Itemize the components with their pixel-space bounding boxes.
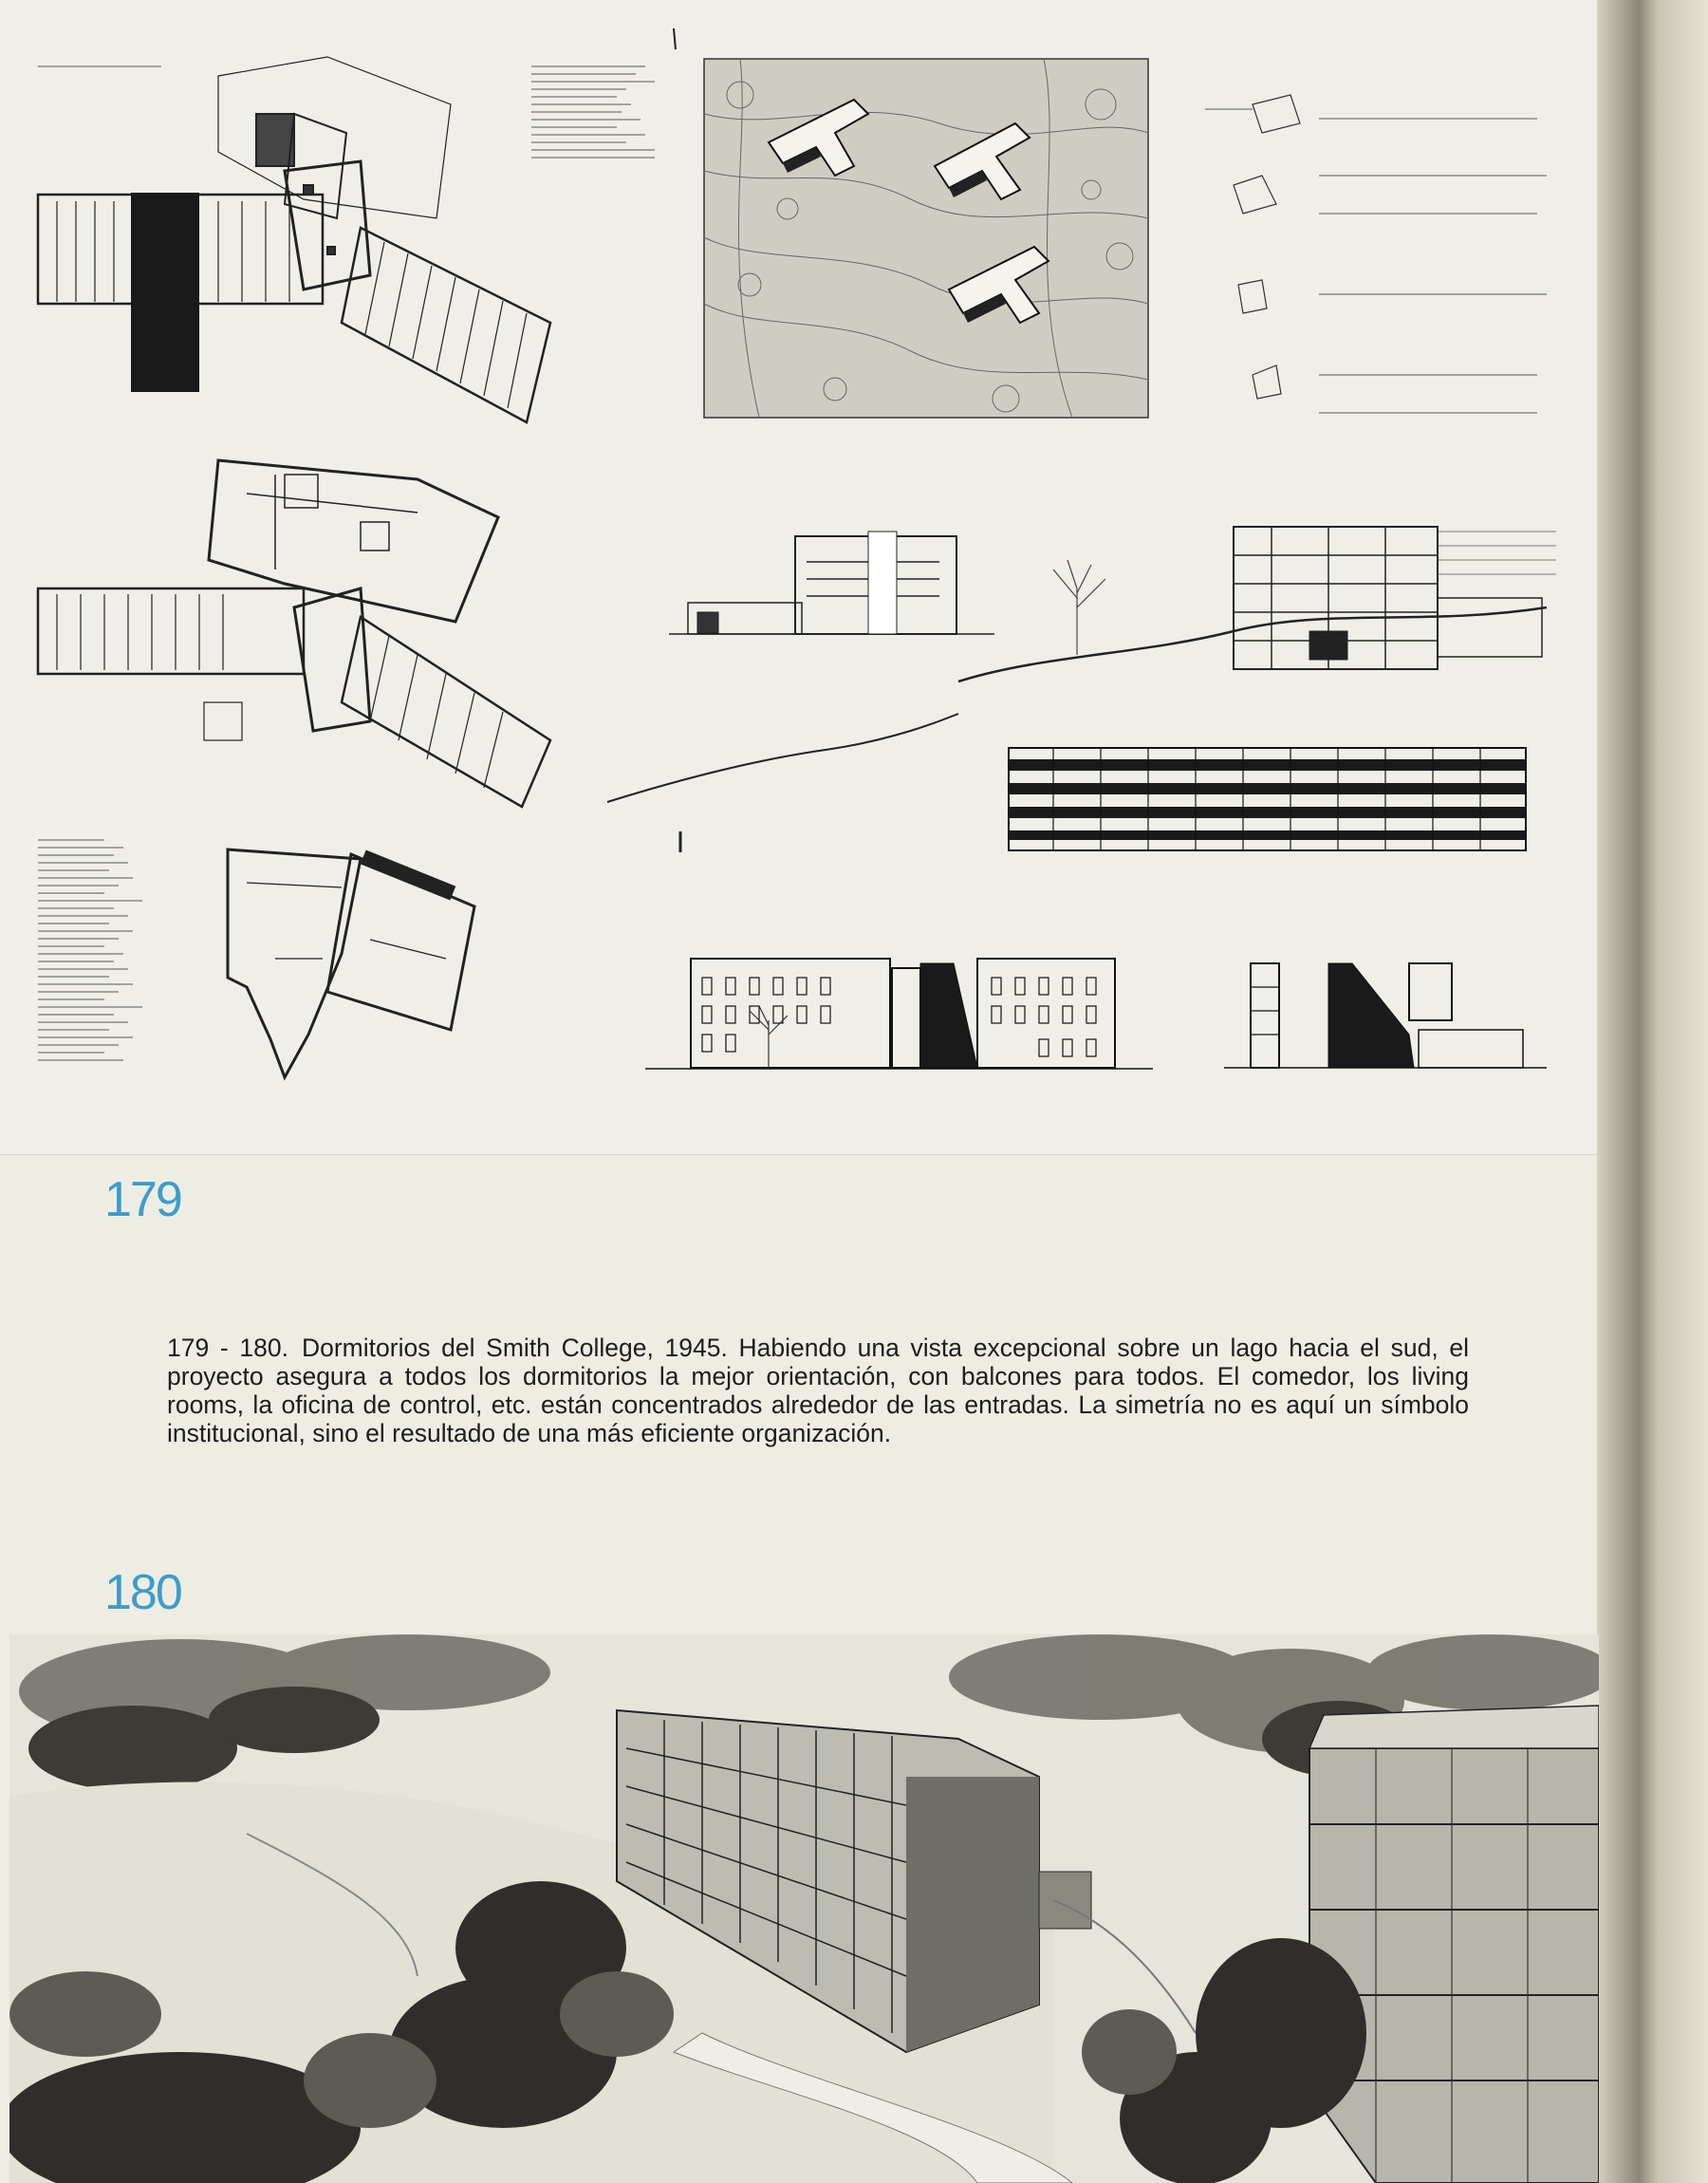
figure-caption (167, 1334, 1469, 1447)
perspective-right-building (1309, 1706, 1599, 2183)
area-diagrams (1205, 95, 1547, 413)
floor-plan-upper (38, 57, 550, 422)
figure-number-179: 179 (104, 1172, 181, 1227)
caption-figure-reference: 179 - 180. (167, 1333, 288, 1362)
figure-number-180: 180 (104, 1565, 181, 1620)
legend-upper (38, 66, 655, 158)
southeast-elevation (1009, 748, 1526, 850)
book-gutter (1597, 0, 1708, 2183)
figure-179-drawings (0, 0, 1597, 1155)
northeast-elevation (1224, 963, 1547, 1068)
caption-text: Dormitorios del Smith College, 1945. Habiendo una vista excepcional sobre un lago hacia el sud, el proyecto asegura a todos los dormitorios la mejor orientación, con balcones para todos. El comedor, los living rooms, la oficina de control, etc. están concentrados alrededor de las entradas. La simetría no es aquí un símbolo institucional, sino el resultado de una más eficiente organización. (167, 1333, 1469, 1447)
floor-plan-middle (38, 460, 550, 807)
perspective-drawing-svg (9, 1634, 1599, 2183)
site-plan (704, 59, 1148, 418)
figure-180-perspective-drawing (9, 1634, 1599, 2183)
architectural-drawings-svg (0, 0, 1597, 1154)
northwest-elevation (669, 532, 994, 634)
floor-plan-basement (38, 840, 474, 1077)
southwest-elevation (645, 959, 1153, 1069)
